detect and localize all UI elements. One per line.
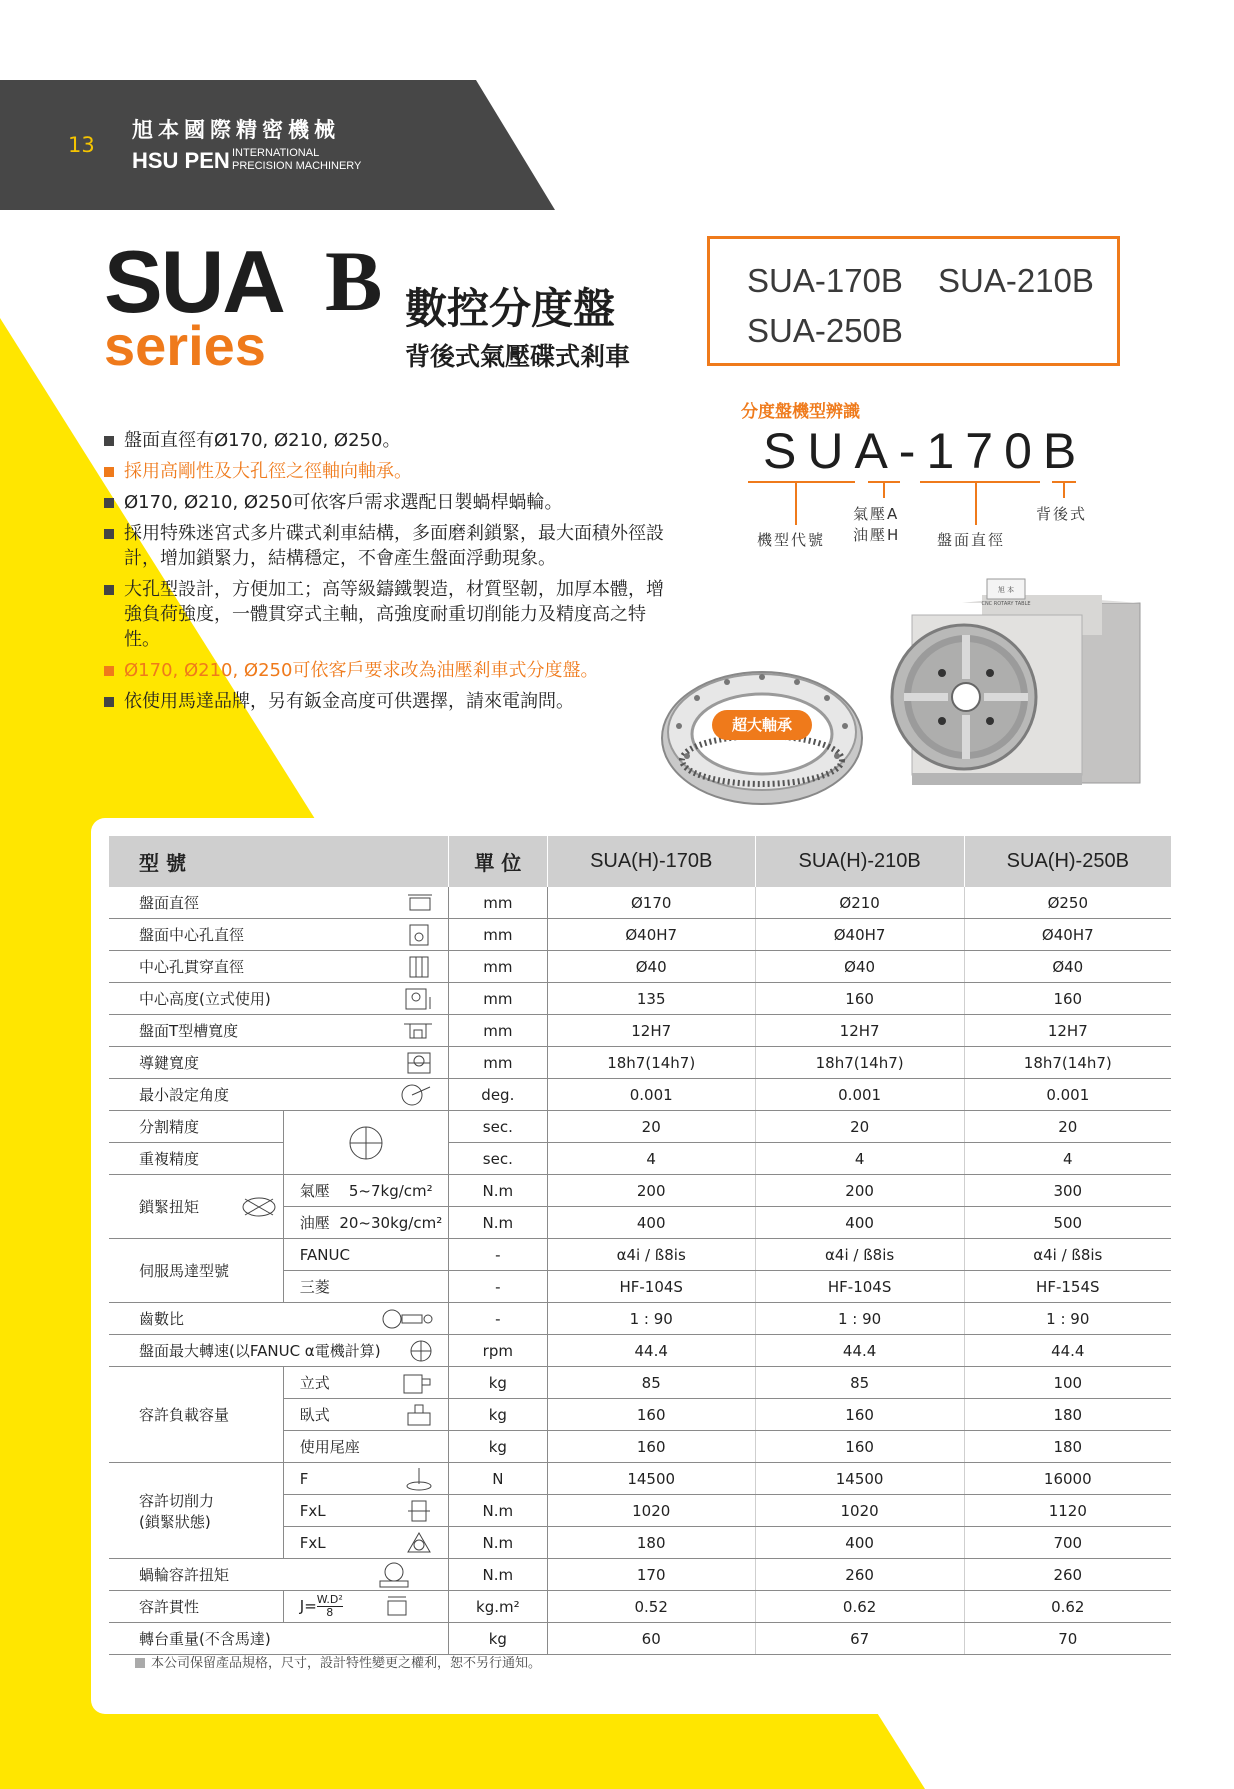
row-sub-label: FxL [299, 1501, 326, 1520]
row-value: 44.4 [547, 1335, 755, 1367]
row-unit: deg. [448, 1079, 547, 1111]
through-hole-icon [406, 955, 434, 979]
table-header-row [109, 836, 1171, 887]
decode-label-air: 氣壓A [853, 505, 900, 523]
row-label: 齒數比 [139, 1310, 185, 1328]
row-value: 400 [755, 1207, 964, 1239]
row-value: 1 : 90 [547, 1303, 755, 1335]
row-value: 67 [755, 1623, 964, 1655]
row-value: 14500 [547, 1463, 755, 1495]
row-value: α4i / ß8is [964, 1239, 1171, 1271]
row-unit: sec. [448, 1111, 547, 1143]
footnote: 本公司保留產品規格，尺寸，設計特性變更之權利，恕不另行通知。 [135, 1652, 541, 1671]
table-row [109, 951, 1171, 983]
row-sub-label: F [299, 1469, 309, 1488]
center-hole-icon [406, 923, 434, 947]
row-sub-label: 臥式 [299, 1406, 330, 1424]
row-value: 60 [547, 1623, 755, 1655]
horizontal-load-icon [404, 1403, 434, 1427]
row-value: α4i / ß8is [755, 1239, 964, 1271]
table-row [109, 1047, 1171, 1079]
decode-label-oil: 油壓H [853, 526, 901, 544]
row-value: 180 [547, 1527, 755, 1559]
row-value: 500 [964, 1207, 1171, 1239]
accuracy-icon [346, 1123, 386, 1163]
company-tagline: INTERNATIONAL PRECISION MACHINERY [232, 147, 362, 172]
row-value: 260 [755, 1559, 964, 1591]
table-row [109, 919, 1171, 951]
row-value: 1120 [964, 1495, 1171, 1527]
table-row [109, 1143, 1171, 1175]
row-unit: mm [448, 983, 547, 1015]
row-value: 18h7(14h7) [547, 1047, 755, 1079]
bearing-label: 超大軸承 [712, 710, 812, 740]
face-diameter-icon [406, 892, 434, 914]
header-model-210: SUA(H)-210B [755, 836, 964, 887]
row-unit: kg [448, 1623, 547, 1655]
row-value: 20 [964, 1111, 1171, 1143]
table-row [109, 1175, 1171, 1207]
row-unit: mm [448, 919, 547, 951]
row-value: 44.4 [755, 1335, 964, 1367]
feature-item: Ø170, Ø210, Ø250可依客戶需求選配日製蝸桿蝸輪。 [104, 490, 664, 515]
rotary-table-image [882, 575, 1152, 805]
row-label: 盤面直徑 [139, 894, 200, 912]
product-title: 數控分度盤 [405, 284, 616, 333]
row-value: 20 [755, 1111, 964, 1143]
speed-icon [408, 1338, 434, 1364]
row-value: 18h7(14h7) [755, 1047, 964, 1079]
decode-label-rear: 背後式 [1036, 505, 1088, 523]
row-value: 100 [964, 1367, 1171, 1399]
spec-table-card [91, 818, 1183, 1714]
angle-icon [398, 1082, 434, 1108]
row-unit: kg [448, 1431, 547, 1463]
row-value: HF-154S [964, 1271, 1171, 1303]
header-model: 型 號 [109, 836, 448, 887]
row-value: 0.001 [964, 1079, 1171, 1111]
row-label: 最小設定角度 [139, 1086, 230, 1104]
table-row [109, 1591, 1171, 1623]
feature-item: 採用高剛性及大孔徑之徑軸向軸承。 [104, 459, 664, 484]
row-value: 1020 [755, 1495, 964, 1527]
model-name: SUA-210B [938, 262, 1094, 299]
row-value: 4 [755, 1143, 964, 1175]
model-list-box [707, 236, 1120, 366]
header-model-250: SUA(H)-250B [964, 836, 1171, 887]
model-name: SUA-170B [747, 262, 903, 299]
row-value: 4 [964, 1143, 1171, 1175]
row-label: 中心孔貫穿直徑 [139, 958, 245, 976]
row-value: 20 [547, 1111, 755, 1143]
row-label: 伺服馬達型號 [109, 1239, 283, 1303]
row-sub-label: 三菱 [283, 1271, 448, 1303]
row-unit: N.m [448, 1207, 547, 1239]
row-value: Ø40 [964, 951, 1171, 983]
row-unit: mm [448, 951, 547, 983]
row-value: 135 [547, 983, 755, 1015]
row-sub-label: 5~7kg/cm² [348, 1182, 433, 1200]
spec-table [109, 836, 1171, 1655]
row-value: HF-104S [547, 1271, 755, 1303]
row-sub-label: FANUC [283, 1239, 448, 1271]
row-value: Ø210 [755, 887, 964, 919]
row-label: 轉台重量(不含馬達) [109, 1623, 448, 1655]
table-row [109, 887, 1171, 919]
row-value: Ø40 [755, 951, 964, 983]
header-model-170: SUA(H)-170B [547, 836, 755, 887]
row-value: 180 [964, 1431, 1171, 1463]
row-unit: mm [448, 1047, 547, 1079]
row-value: 0.62 [964, 1591, 1171, 1623]
row-value: HF-104S [755, 1271, 964, 1303]
row-value: 170 [547, 1559, 755, 1591]
row-sub-label: 使用尾座 [283, 1431, 448, 1463]
row-unit: sec. [448, 1143, 547, 1175]
row-value: α4i / ß8is [547, 1239, 755, 1271]
key-width-icon [404, 1051, 434, 1075]
row-sub-label: 20~30kg/cm² [339, 1214, 443, 1232]
row-value: 200 [755, 1175, 964, 1207]
row-value: 12H7 [755, 1015, 964, 1047]
table-row [109, 1079, 1171, 1111]
feature-list [104, 428, 664, 720]
company-name-zh: 旭本國際精密機械 [132, 118, 340, 142]
row-unit: kg.m² [448, 1591, 547, 1623]
row-value: 260 [964, 1559, 1171, 1591]
cutting-force-icon [404, 1466, 434, 1492]
row-value: 18h7(14h7) [964, 1047, 1171, 1079]
row-unit: N.m [448, 1495, 547, 1527]
row-unit: N.m [448, 1527, 547, 1559]
row-value: 160 [755, 1431, 964, 1463]
row-value: 1 : 90 [964, 1303, 1171, 1335]
feature-item: 依使用馬達品牌，另有鈑金高度可供選擇，請來電詢問。 [104, 689, 664, 714]
row-label: 容許負載容量 [109, 1367, 283, 1463]
feature-item: 採用特殊迷宮式多片碟式剎車結構，多面磨剎鎖緊，最大面積外徑設計，增加鎖緊力，結構穩定，不會產生盤面浮動現象。 [104, 521, 664, 571]
row-label: 蝸輪容許扭矩 [139, 1566, 230, 1584]
row-label: 容許貫性 [109, 1591, 283, 1623]
row-value: 160 [547, 1399, 755, 1431]
row-unit: N [448, 1463, 547, 1495]
table-row [109, 1015, 1171, 1047]
row-value: Ø250 [964, 887, 1171, 919]
row-unit: rpm [448, 1335, 547, 1367]
row-value: Ø40 [547, 951, 755, 983]
row-unit: mm [448, 1015, 547, 1047]
row-unit: mm [448, 887, 547, 919]
series-title: SUA [104, 232, 284, 331]
row-label: 盤面T型槽寬度 [139, 1022, 239, 1040]
table-row [109, 1559, 1171, 1591]
row-label: (鎖緊狀態) [139, 1512, 211, 1531]
row-sub-label: FxL [299, 1533, 326, 1552]
row-sub-label: 氣壓 [299, 1182, 330, 1200]
company-name-en: HSU PEN [132, 148, 230, 173]
series-title-letter: B [325, 233, 383, 329]
row-label: 中心高度(立式使用) [139, 990, 271, 1008]
row-unit: kg [448, 1367, 547, 1399]
row-value: 160 [755, 1399, 964, 1431]
row-value: Ø40H7 [755, 919, 964, 951]
row-value: Ø40H7 [547, 919, 755, 951]
page-number: 13 [68, 133, 95, 157]
row-value: 0.52 [547, 1591, 755, 1623]
row-label: 鎖緊扭矩 [139, 1198, 200, 1216]
model-name: SUA-250B [747, 312, 903, 349]
feature-item: 盤面直徑有Ø170, Ø210, Ø250。 [104, 428, 664, 453]
row-unit: kg [448, 1399, 547, 1431]
product-subtitle: 背後式氣壓碟式剎車 [405, 342, 631, 371]
row-unit: - [448, 1271, 547, 1303]
row-value: 160 [964, 983, 1171, 1015]
row-value: Ø170 [547, 887, 755, 919]
row-value: 85 [547, 1367, 755, 1399]
row-value: 0.001 [755, 1079, 964, 1111]
row-value: 0.001 [547, 1079, 755, 1111]
machine-plate: CNC ROTARY TABLE [981, 601, 1031, 607]
cutting-torque-icon [404, 1530, 434, 1556]
row-label: 重複精度 [109, 1143, 283, 1175]
row-value: Ø40H7 [964, 919, 1171, 951]
row-value: 160 [547, 1431, 755, 1463]
row-value: 70 [964, 1623, 1171, 1655]
clamp-torque-icon [239, 1194, 279, 1220]
row-value: 180 [964, 1399, 1171, 1431]
row-label: 分割精度 [109, 1111, 283, 1143]
row-unit: N.m [448, 1175, 547, 1207]
row-label: 容許切削力 [139, 1491, 215, 1510]
row-value: 200 [547, 1175, 755, 1207]
table-row [109, 983, 1171, 1015]
row-value: 44.4 [964, 1335, 1171, 1367]
row-value: 1020 [547, 1495, 755, 1527]
inertia-icon [382, 1593, 412, 1621]
row-unit: N.m [448, 1559, 547, 1591]
feature-item: 大孔型設計，方便加工；高等級鑄鐵製造，材質堅韌，加厚本體，增強負荷強度，一體貫穿式主軸，高強度耐重切削能力及精度高之特性。 [104, 577, 664, 652]
row-value: 400 [755, 1527, 964, 1559]
row-value: 700 [964, 1527, 1171, 1559]
header-unit: 單 位 [448, 836, 547, 887]
table-row [109, 1367, 1171, 1399]
model-decode-code: SUA-170B [763, 423, 1088, 479]
row-label: 盤面中心孔直徑 [139, 926, 245, 944]
row-value: 4 [547, 1143, 755, 1175]
table-row [109, 1303, 1171, 1335]
series-label: series [104, 314, 266, 377]
row-value: 400 [547, 1207, 755, 1239]
row-value: 12H7 [547, 1015, 755, 1047]
gear-ratio-icon [378, 1307, 434, 1331]
row-value: 160 [755, 983, 964, 1015]
row-label: 盤面最大轉速(以FANUC α電機計算) [139, 1342, 381, 1360]
row-sub-label: 油壓 [299, 1214, 330, 1232]
center-height-icon [402, 987, 434, 1011]
row-sub-label: 立式 [299, 1374, 330, 1392]
row-value: 300 [964, 1175, 1171, 1207]
t-slot-icon [402, 1020, 434, 1042]
machine-brand: 旭 本 [997, 586, 1015, 594]
row-value: 0.62 [755, 1591, 964, 1623]
cutting-moment-icon [404, 1498, 434, 1524]
worm-gear-icon [376, 1561, 412, 1589]
table-row [109, 1335, 1171, 1367]
row-value: 1 : 90 [755, 1303, 964, 1335]
feature-item: Ø170, Ø210, Ø250可依客戶要求改為油壓剎車式分度盤。 [104, 658, 664, 683]
row-value: 85 [755, 1367, 964, 1399]
row-unit: - [448, 1239, 547, 1271]
model-decode-title: 分度盤機型辨識 [741, 402, 860, 422]
row-value: 16000 [964, 1463, 1171, 1495]
table-row [109, 1239, 1171, 1271]
row-label: 導鍵寬度 [139, 1054, 200, 1072]
table-row [109, 1111, 1171, 1143]
table-row [109, 1623, 1171, 1655]
row-value: 12H7 [964, 1015, 1171, 1047]
decode-label-model-code: 機型代號 [757, 531, 826, 549]
inertia-formula: J= $\frac{\text{W.D²}}{8}$ [299, 1593, 343, 1619]
row-value: 14500 [755, 1463, 964, 1495]
decode-label-face-dia: 盤面直徑 [937, 531, 1006, 549]
row-unit: - [448, 1303, 547, 1335]
table-row [109, 1463, 1171, 1495]
vertical-load-icon [400, 1371, 434, 1395]
